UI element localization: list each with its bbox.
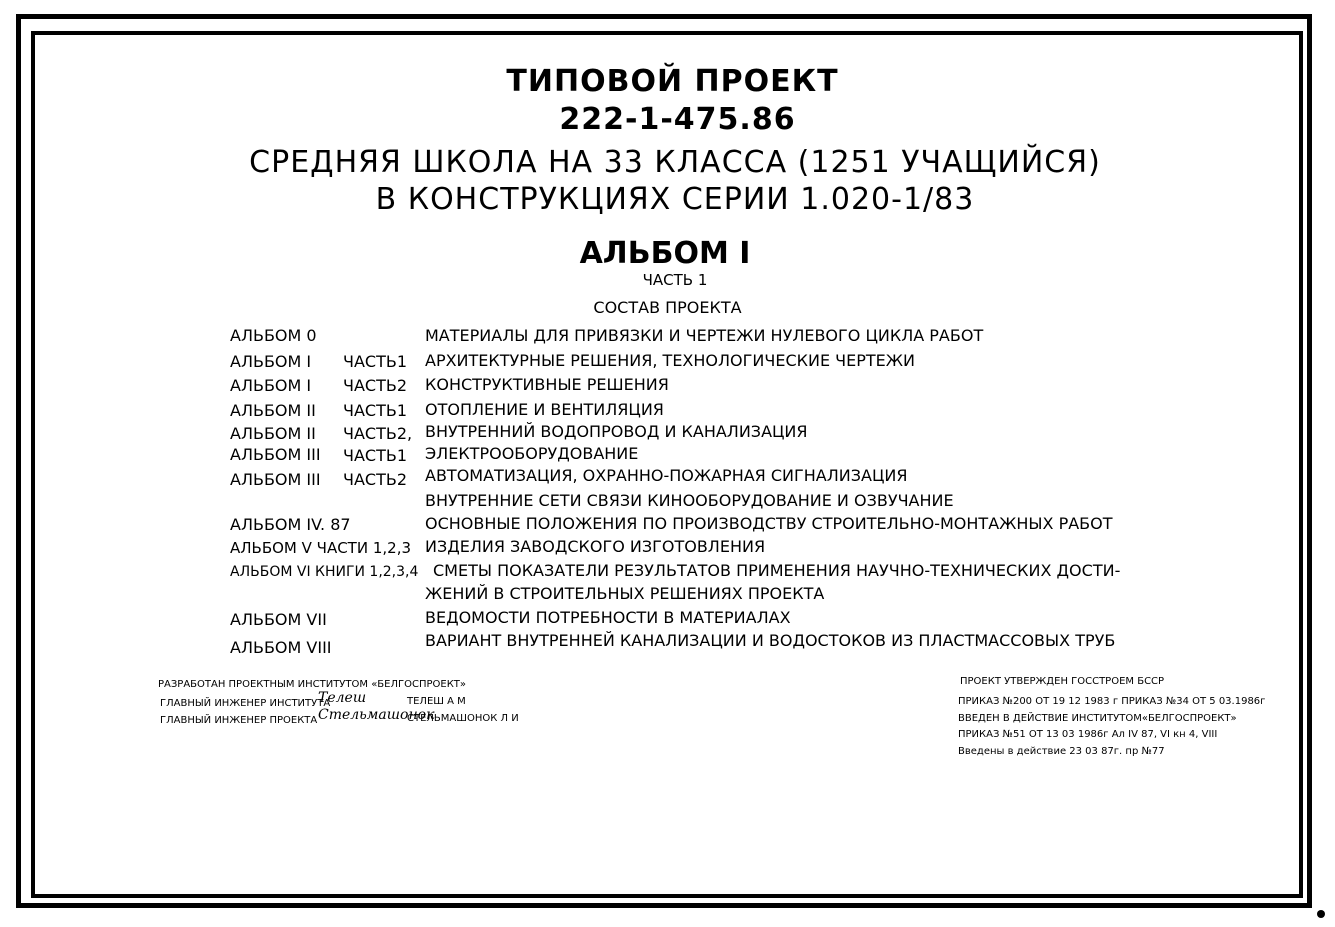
approval-line: Введены в действие 23 03 87г. пр №77 [958,746,1165,757]
contents-description: ОТОПЛЕНИЕ И ВЕНТИЛЯЦИЯ [425,400,664,419]
contents-part: ЧАСТЬ1 [343,401,408,420]
approval-line: ВВЕДЕН В ДЕЙСТВИЕ ИНСТИТУТОМ«БЕЛГОСПРОЕКТ» [958,713,1237,724]
contents-description: КОНСТРУКТИВНЫЕ РЕШЕНИЯ [425,375,669,394]
approval-line: ПРИКАЗ №200 ОТ 19 12 1983 г ПРИКАЗ №34 ОТ 5 03.1986г [958,696,1266,707]
contents-album: АЛЬБОМ VII [230,610,327,629]
contents-description: ВАРИАНТ ВНУТРЕННЕЙ КАНАЛИЗАЦИИ И ВОДОСТОКОВ ИЗ ПЛАСТМАССОВЫХ ТРУБ [425,631,1116,650]
contents-album: АЛЬБОМ VIII [230,638,332,657]
contents-description: ЭЛЕКТРООБОРУДОВАНИЕ [425,444,639,463]
contents-description: МАТЕРИАЛЫ ДЛЯ ПРИВЯЗКИ И ЧЕРТЕЖИ НУЛЕВОГО ЦИКЛА РАБОТ [425,326,984,345]
album-title: АЛЬБОМ I [579,236,751,271]
developed-by: РАЗРАБОТАН ПРОЕКТНЫМ ИНСТИТУТОМ «БЕЛГОСПРОЕКТ» [158,679,467,690]
project-number: 222-1-475.86 [559,102,796,137]
approval-line: ПРОЕКТ УТВЕРЖДЕН ГОССТРОЕМ БССР [960,676,1165,687]
contents-part: ЧАСТЬ2 [343,376,408,395]
chief-engineer-institute-name: ТЕЛЕШ А М [407,696,466,707]
contents-description: АВТОМАТИЗАЦИЯ, ОХРАННО-ПОЖАРНАЯ СИГНАЛИЗАЦИЯ [425,466,908,485]
contents-description: АРХИТЕКТУРНЫЕ РЕШЕНИЯ, ТЕХНОЛОГИЧЕСКИЕ ЧЕРТЕЖИ [425,351,915,370]
chief-engineer-project-name: СТЕЛЬМАШОНОК Л И [407,713,519,724]
contents-album: АЛЬБОМ 0 [230,326,317,345]
contents-description: ВЕДОМОСТИ ПОТРЕБНОСТИ В МАТЕРИАЛАХ [425,608,791,627]
contents-description: ИЗДЕЛИЯ ЗАВОДСКОГО ИЗГОТОВЛЕНИЯ [425,537,766,556]
contents-album: АЛЬБОМ I [230,352,312,371]
contents-part: ЧАСТЬ1 [343,446,408,465]
contents-description: ЖЕНИЙ В СТРОИТЕЛЬНЫХ РЕШЕНИЯХ ПРОЕКТА [425,584,825,603]
contents-description: ВНУТРЕННИЕ СЕТИ СВЯЗИ КИНООБОРУДОВАНИЕ И ОЗВУЧАНИЕ [425,491,954,510]
contents-part: ЧАСТЬ1 [343,352,408,371]
signature-telesh: Телеш [318,690,367,706]
contents-description: СМЕТЫ ПОКАЗАТЕЛИ РЕЗУЛЬТАТОВ ПРИМЕНЕНИЯ НАУЧНО-ТЕХНИЧЕСКИХ ДОСТИ- [433,561,1121,580]
contents-album: АЛЬБОМ V ЧАСТИ 1,2,3 [230,539,412,557]
part-title: ЧАСТЬ 1 [642,271,708,289]
contents-album: АЛЬБОМ II [230,424,316,443]
contents-album: АЛЬБОМ III [230,445,321,464]
project-subtitle-line1: СРЕДНЯЯ ШКОЛА НА 33 КЛАССА (1251 УЧАЩИЙСЯ) [249,145,1101,180]
contents-album: АЛЬБОМ IV. 87 [230,515,351,534]
contents-album: АЛЬБОМ II [230,401,316,420]
contents-description: ВНУТРЕННИЙ ВОДОПРОВОД И КАНАЛИЗАЦИЯ [425,422,808,441]
contents-part: ЧАСТЬ2, [343,424,413,443]
chief-engineer-project-label: ГЛАВНЫЙ ИНЖЕНЕР ПРОЕКТА [160,715,318,726]
approval-line: ПРИКАЗ №51 ОТ 13 03 1986г Ал IV 87, VI кн 4, VIII [958,729,1218,740]
corner-mark [1317,910,1325,918]
project-subtitle-line2: В КОНСТРУКЦИЯХ СЕРИИ 1.020-1/83 [375,182,975,217]
contents-album: АЛЬБОМ VI КНИГИ 1,2,3,4 [230,564,419,580]
contents-description: ОСНОВНЫЕ ПОЛОЖЕНИЯ ПО ПРОИЗВОДСТВУ СТРОИТЕЛЬНО-МОНТАЖНЫХ РАБОТ [425,514,1113,533]
project-type-title: ТИПОВОЙ ПРОЕКТ [506,64,839,99]
contents-album: АЛЬБОМ I [230,376,312,395]
contents-heading: СОСТАВ ПРОЕКТА [593,298,742,317]
contents-part: ЧАСТЬ2 [343,470,408,489]
chief-engineer-institute-label: ГЛАВНЫЙ ИНЖЕНЕР ИНСТИТУТА [160,698,331,709]
signature-stelmashonok: Стельмашонок [318,707,435,723]
contents-album: АЛЬБОМ III [230,470,321,489]
